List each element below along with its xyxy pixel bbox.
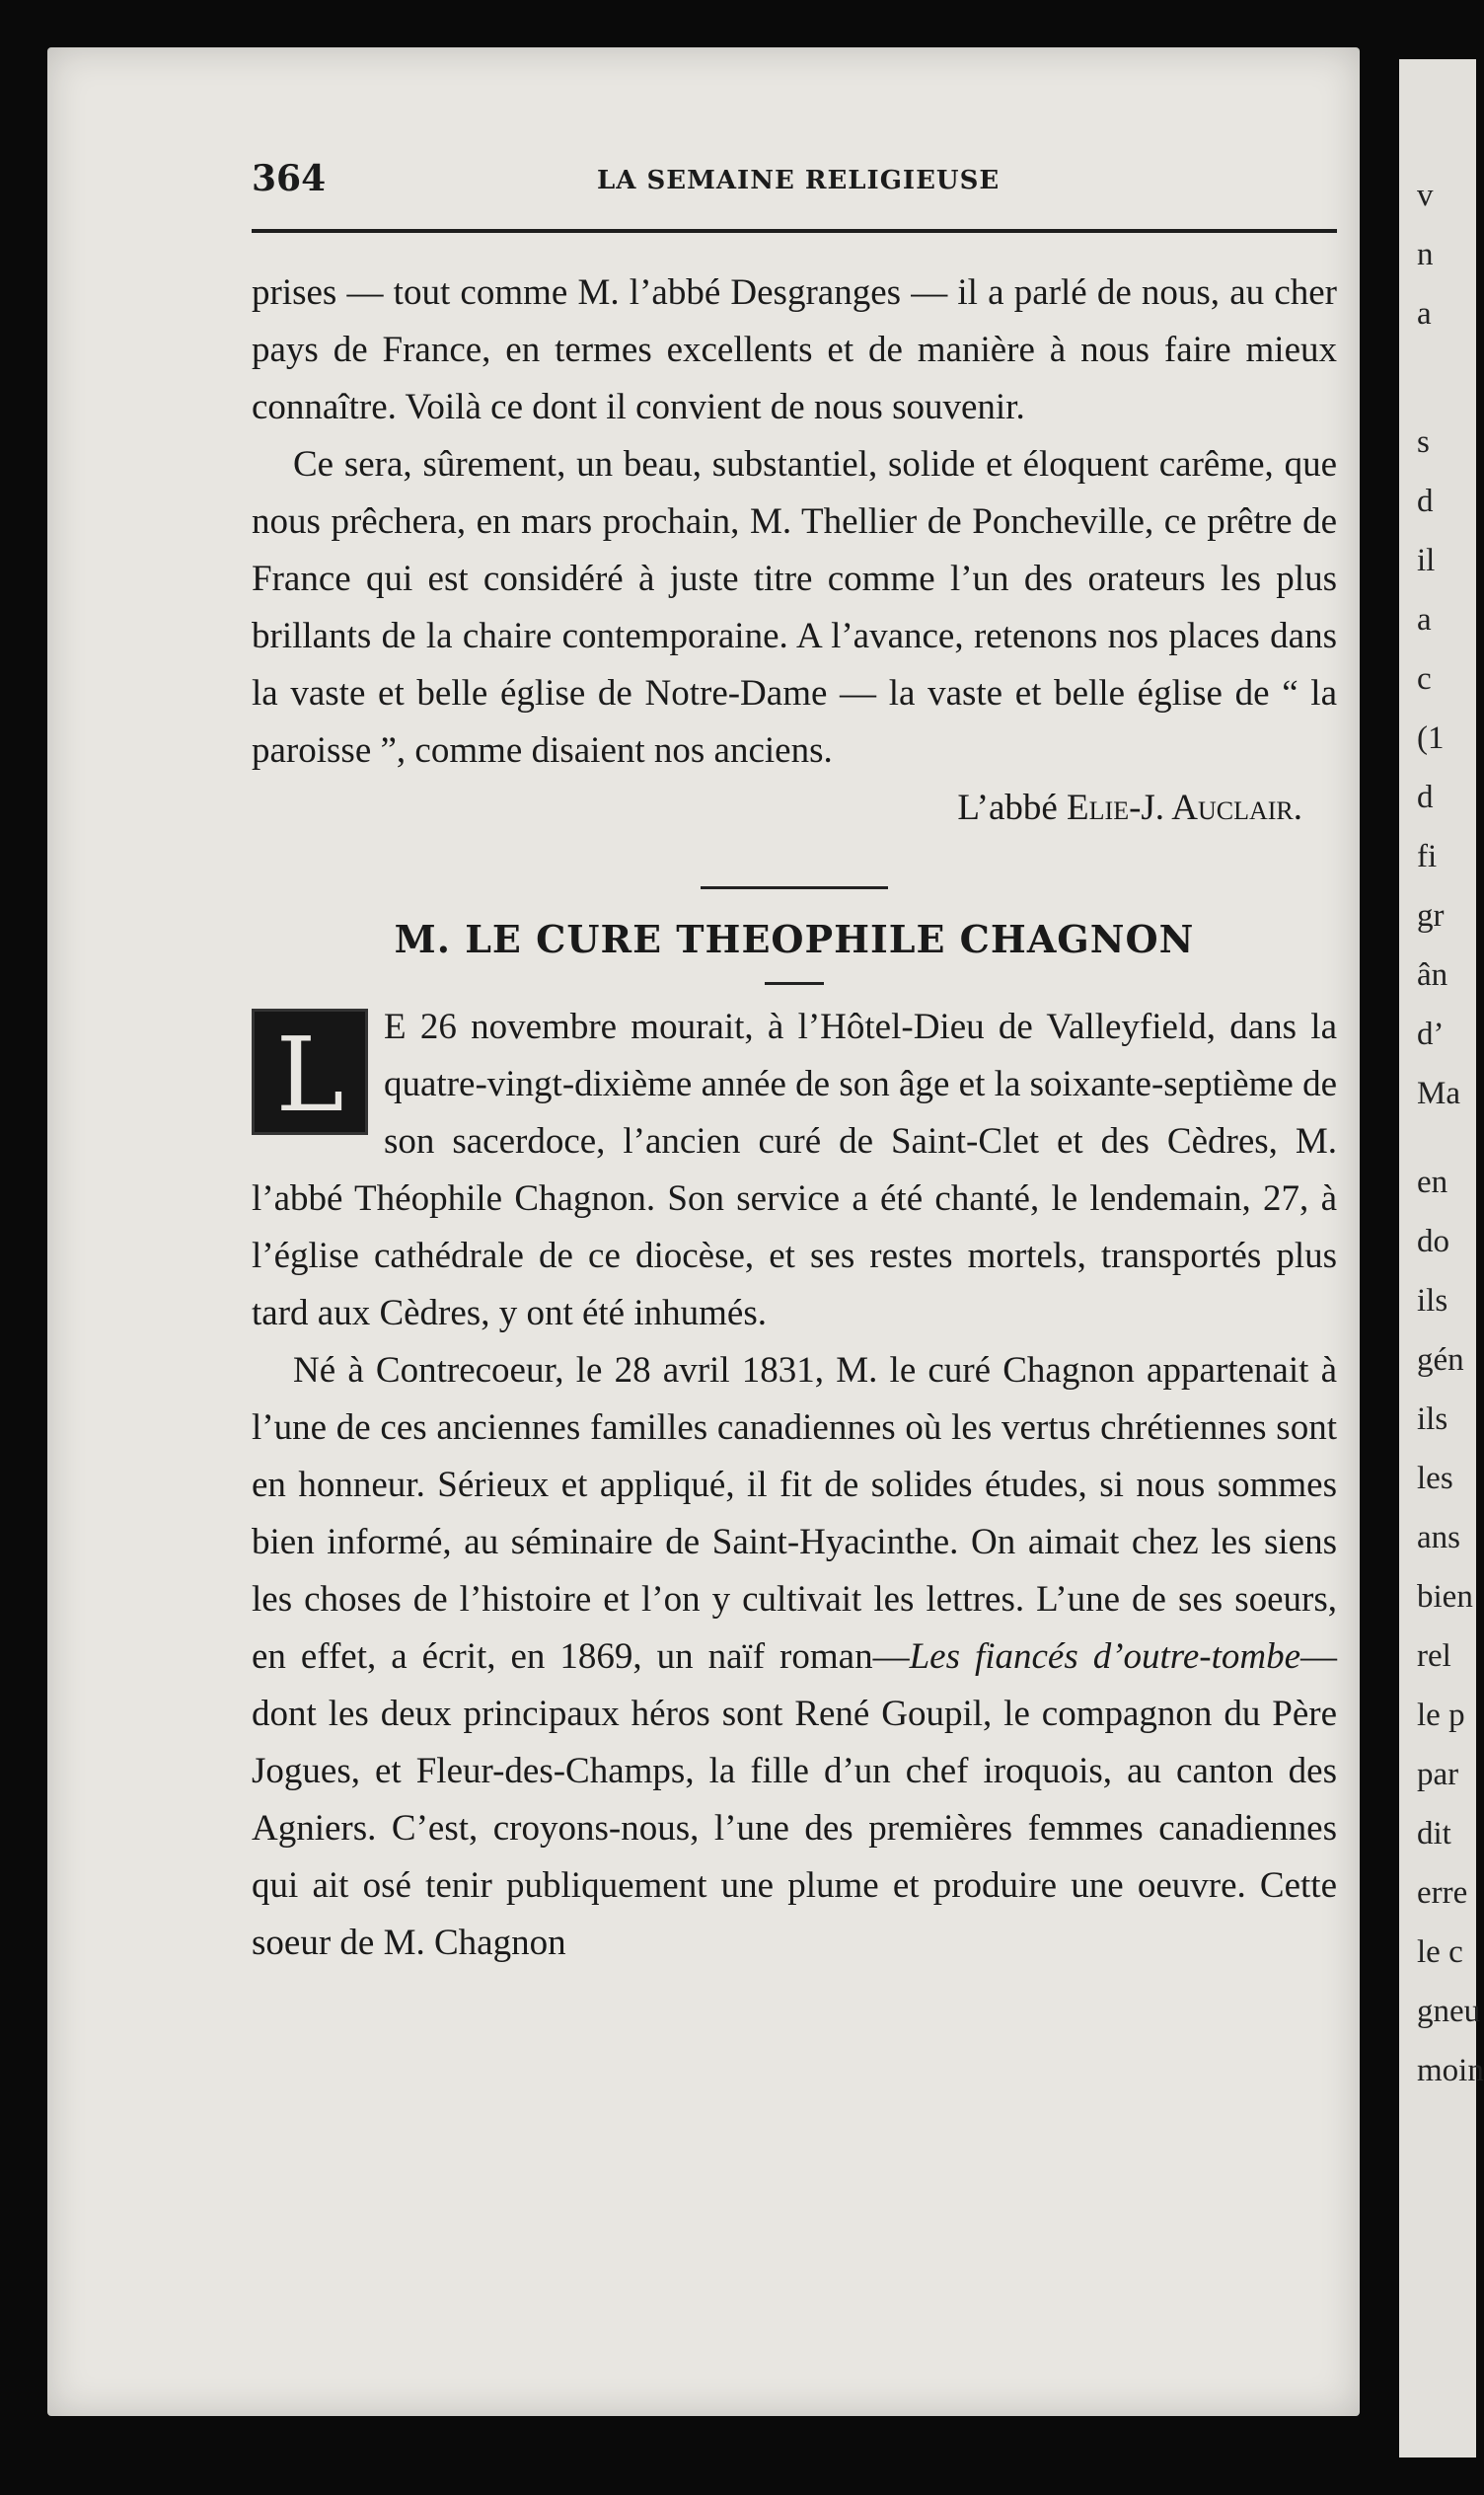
next-page-fragment: ans — [1417, 1520, 1460, 1555]
next-page-fragment: (1 — [1417, 720, 1445, 756]
next-page-fragment: Ma — [1417, 1076, 1460, 1111]
next-page-fragment: fi — [1417, 839, 1438, 874]
obituary-paragraph-2 — [252, 1342, 1337, 1972]
next-page-fragment: ils — [1417, 1401, 1448, 1437]
obituary-title: M. LE CURE THEOPHILE CHAGNON — [394, 917, 1195, 961]
article-paragraph-1: prises — tout comme M. l’abbé Desgranges — il a parlé de nous, au cher pays de France, en termes excellents et de manière à nous faire mieux connaître. Voilà ce dont il convient de nous souvenir. — [252, 272, 1337, 427]
header-rule — [252, 229, 1337, 233]
next-page-fragment: d’ — [1417, 1017, 1445, 1052]
section-divider — [701, 886, 888, 889]
next-page-fragment: moin — [1417, 2053, 1484, 2088]
next-page-fragment: gén — [1417, 1342, 1464, 1378]
next-page-fragment: d — [1417, 484, 1434, 519]
article-paragraph-2: Ce sera, sûrement, un beau, substantiel, solide et éloquent carême, que nous prêchera, en mars prochain, M. Thellier de Poncheville, ce prêtre de France qui est considéré à juste titre comme l’un des orateurs les plus brillants de la chaire contemporaine. A l’avance, retenons nos places dans la vaste et belle église de Notre-Dame — la vaste et belle église de “ la paroisse ”, comme disaient nos anciens. — [252, 444, 1337, 771]
next-page-fragment: v — [1417, 178, 1434, 213]
next-page-fragment: il — [1417, 543, 1436, 578]
next-page-fragment: c — [1417, 661, 1432, 697]
novel-title: Les fiancés d’outre-tombe — [909, 1636, 1300, 1677]
next-page-fragment: bien — [1417, 1579, 1473, 1615]
next-page-fragment: gneu — [1417, 1994, 1481, 2029]
next-page-fragment: a — [1417, 296, 1432, 332]
next-page-fragment: ân — [1417, 957, 1448, 993]
obituary-paragraph-1-text: E 26 novembre mourait, à l’Hôtel-Dieu de Valleyfield, dans la quatre-vingt-dixième année de son âge et la soixante-septième de son sacerdoce, l’ancien curé de Saint-Clet et des Cèdres, M. l’abbé Théophile Chagnon. Son service a été chanté, le lendemain, 27, à l’église cathédrale de ce diocèse, et ses restes mortels, transportés plus tard aux Cèdres, y ont été inhumés. — [252, 1007, 1337, 1333]
next-page-fragment: do — [1417, 1224, 1449, 1259]
next-page-edge — [1399, 59, 1484, 2457]
next-page-fragment: erre — [1417, 1875, 1468, 1911]
next-page-fragment: ils — [1417, 1283, 1448, 1319]
next-page-fragment: rel — [1417, 1638, 1451, 1674]
next-page-fragment: dit — [1417, 1816, 1451, 1852]
next-page-fragment: le c — [1417, 1934, 1463, 1970]
journal-title: LA SEMAINE RELIGIEUSE — [597, 166, 1001, 195]
signature-name: Elie-J. Auclair. — [1067, 788, 1302, 828]
page-number: 364 — [252, 158, 327, 199]
next-page-fragment: d — [1417, 780, 1434, 815]
title-divider — [765, 982, 824, 985]
page-text — [252, 265, 1337, 1972]
next-page-fragment: les — [1417, 1461, 1453, 1496]
next-page-fragment: en — [1417, 1165, 1448, 1200]
next-page-fragment: gr — [1417, 898, 1445, 934]
article-signature — [252, 780, 1337, 837]
obituary-paragraph-1 — [252, 999, 1337, 1342]
next-page-fragment: n — [1417, 237, 1434, 272]
next-page-fragment: par — [1417, 1757, 1459, 1792]
signature-prefix: L’abbé — [957, 788, 1068, 828]
next-page-fragment: a — [1417, 602, 1432, 638]
obituary-paragraph-2-a: Né à Contrecoeur, le 28 avril 1831, M. le curé Chagnon appartenait à l’une de ces anciennes familles canadiennes où les vertus chrétiennes sont en honneur. Sérieux et appliqué, il fit de solides études, si nous sommes bien informé, au séminaire de Saint-Hyacinthe. On aimait chez les siens les choses de l’histoire et l’on y cultivait les lettres. L’une de ses soeurs, en effet, a écrit, en 1869, un naïf roman— — [252, 1350, 1337, 1677]
next-page-fragment: le p — [1417, 1698, 1465, 1733]
next-page-fragment: s — [1417, 424, 1430, 460]
obituary-paragraph-2-b: —dont les deux principaux héros sont René Goupil, le compagnon du Père Jogues, et Fleur-des-Champs, la fille d’un chef iroquois, au canton des Agniers. C’est, croyons-nous, l’une des premières femmes canadiennes qui ait osé tenir publiquement une plume et produire une oeuvre. Cette soeur de M. Chagnon — [252, 1636, 1337, 1963]
dropcap-letter: L — [252, 1009, 368, 1135]
running-head — [252, 158, 1337, 207]
